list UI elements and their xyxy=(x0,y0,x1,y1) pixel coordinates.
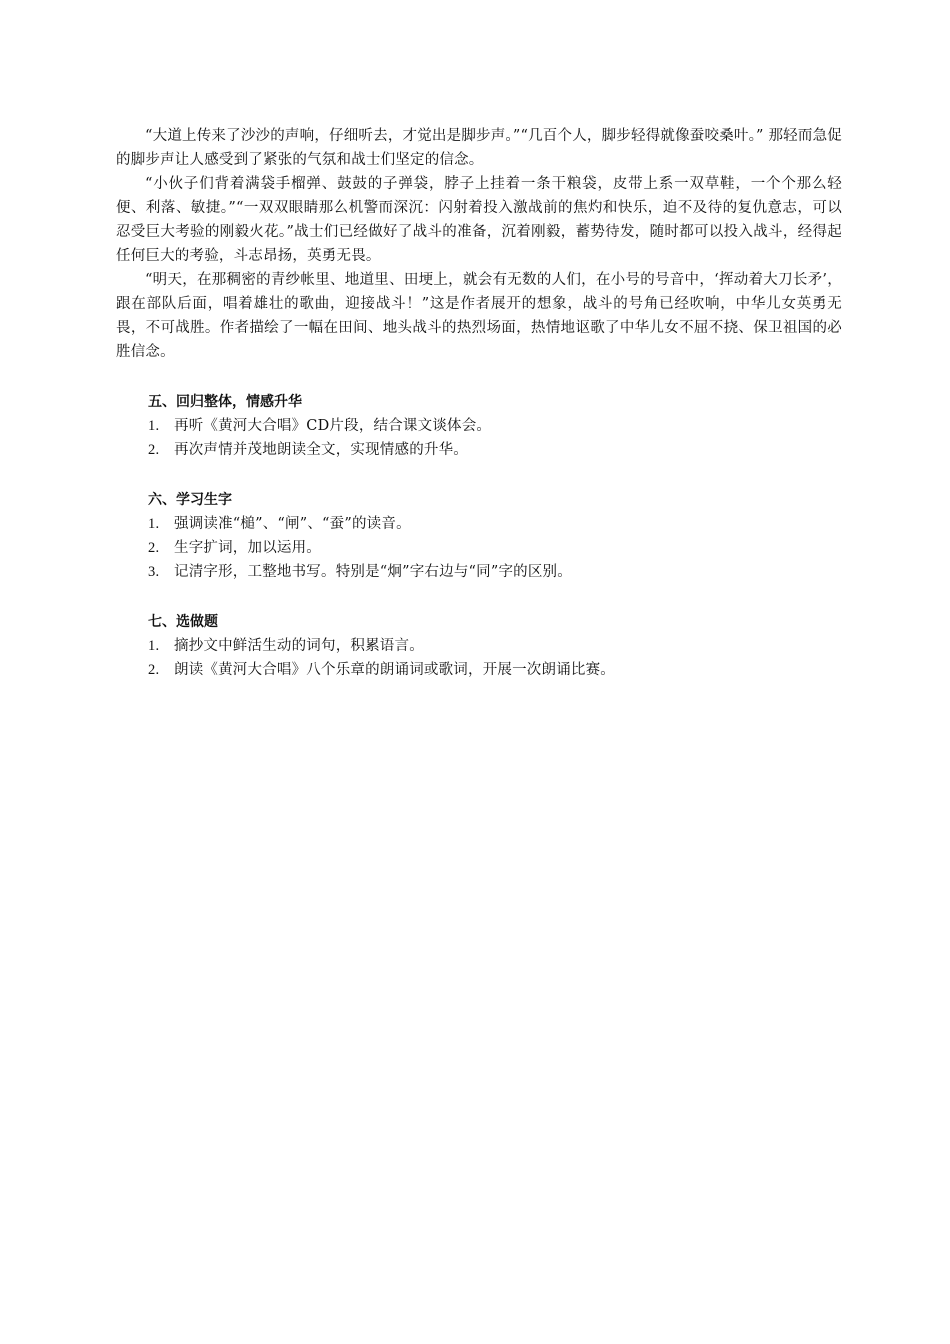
list-item xyxy=(116,438,842,462)
list-item xyxy=(116,560,842,584)
section-title: 七、选做题 xyxy=(148,614,218,630)
section-learn-characters xyxy=(116,488,842,584)
list-item xyxy=(116,512,842,536)
list-number: 1. xyxy=(148,516,160,532)
list-text: 强调读准“槌”、“闸”、“蚕”的读音。 xyxy=(174,516,411,532)
section-optional-exercises xyxy=(116,610,842,682)
list-number: 2. xyxy=(148,442,160,458)
section-title: 五、回归整体，情感升华 xyxy=(148,394,302,410)
body-paragraph: “明天，在那稠密的青纱帐里、地道里、田埂上，就会有无数的人们，在小号的号音中，‘挥动着大刀长矛’，跟在部队后面，唱着雄壮的歌曲，迎接战斗！”这是作者展开的想象，战斗的号角已经吹响，中华儿女英勇无畏，不可战胜。作者描绘了一幅在田间、地头战斗的热烈场面，热情地讴歌了中华儿女不屈不挠、保卫祖国的必胜信念。 xyxy=(116,272,842,360)
list-number: 2. xyxy=(148,540,160,556)
list-text: 朗读《黄河大合唱》八个乐章的朗诵词或歌词，开展一次朗诵比赛。 xyxy=(174,662,615,678)
body-paragraph: “小伙子们背着满袋手榴弹、鼓鼓的子弹袋，脖子上挂着一条干粮袋，皮带上系一双草鞋，一个个那么轻便、利落、敏捷。”“一双双眼睛那么机警而深沉：闪射着投入激战前的焦灼和快乐，迫不及待的复仇意志，可以忍受巨大考验的刚毅火花。”战士们已经做好了战斗的准备，沉着刚毅，蓄势待发，随时都可以投入战斗，经得起任何巨大的考验，斗志昂扬，英勇无畏。 xyxy=(116,176,842,264)
list-item xyxy=(116,634,842,658)
document-page xyxy=(116,124,842,682)
section-return-whole xyxy=(116,390,842,462)
list-number: 1. xyxy=(148,638,160,654)
list-number: 2. xyxy=(148,662,160,678)
numbered-list xyxy=(116,512,842,584)
list-text: 生字扩词，加以运用。 xyxy=(174,540,321,556)
numbered-list xyxy=(116,414,842,462)
list-text: 再次声情并茂地朗读全文，实现情感的升华。 xyxy=(174,442,468,458)
list-text: 记清字形，工整地书写。特别是“炯”字右边与“同”字的区别。 xyxy=(174,564,572,580)
list-item xyxy=(116,658,842,682)
list-item xyxy=(116,536,842,560)
list-number: 3. xyxy=(148,564,160,580)
section-title: 六、学习生字 xyxy=(148,492,232,508)
list-text: 再听《黄河大合唱》CD片段，结合课文谈体会。 xyxy=(174,418,492,434)
list-text: 摘抄文中鲜活生动的词句，积累语言。 xyxy=(174,638,424,654)
list-number: 1. xyxy=(148,418,160,434)
body-paragraph: “大道上传来了沙沙的声响，仔细听去，才觉出是脚步声。”“几百个人，脚步轻得就像蚕咬桑叶。” 那轻而急促的脚步声让人感受到了紧张的气氛和战士们坚定的信念。 xyxy=(116,128,842,168)
numbered-list xyxy=(116,634,842,682)
list-item xyxy=(116,414,842,438)
